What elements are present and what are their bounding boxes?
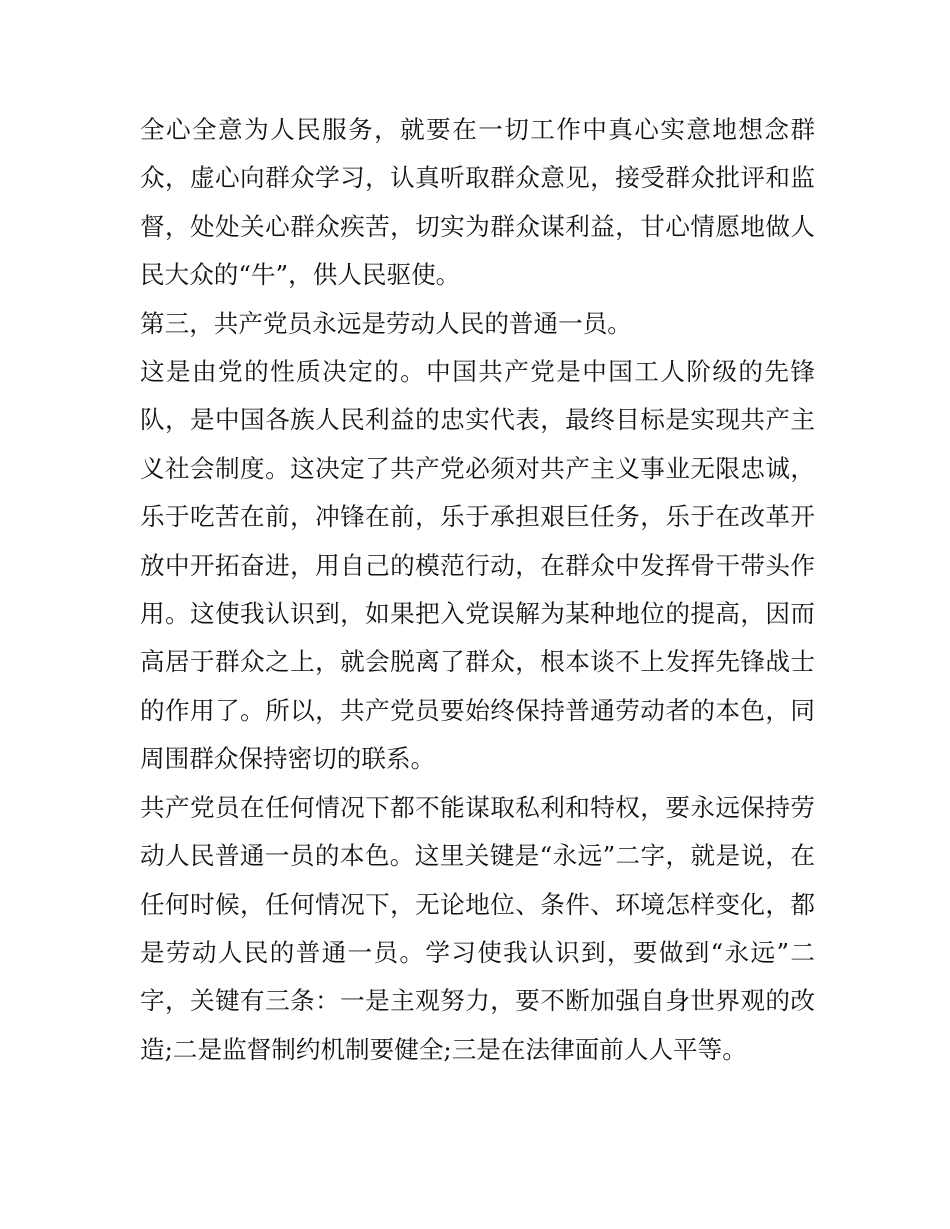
paragraph-forever: 共产党员在任何情况下都不能谋取私利和特权，要永远保持劳动人民普通一员的本色。这里关键是“永远”二字，就是说，在任何时候，任何情况下，无论地位、条件、环境怎样变化，都是劳动人民的普通一员。学习使我认识到，要做到“永远”二字，关键有三条：一是主观努力，要不断加强自身世界观的改造;二是监督制约机制要健全;三是在法律面前人人平等。: [140, 792, 815, 1064]
paragraph-third-point: 第三，共产党员永远是劳动人民的普通一员。: [140, 308, 632, 338]
paragraph-serve-people: 全心全意为人民服务，就要在一切工作中真心实意地想念群众，虚心向群众学习，认真听取群众意见，接受群众批评和监督，处处关心群众疾苦，切实为群众谋利益，甘心情愿地做人民大众的“牛”，供人民驱使。: [140, 115, 815, 290]
document-body: [140, 106, 815, 1074]
paragraph-party-nature: 这是由党的性质决定的。中国共产党是中国工人阶级的先锋队，是中国各族人民利益的忠实代表，最终目标是实现共产主义社会制度。这决定了共产党必须对共产主义事业无限忠诚，乐于吃苦在前，冲锋在前，乐于承担艰巨任务，乐于在改革开放中开拓奋进，用自己的模范行动，在群众中发挥骨干带头作用。这使我认识到，如果把入党误解为某种地位的提高，因而高居于群众之上，就会脱离了群众，根本谈不上发挥先锋战士的作用了。所以，共产党员要始终保持普通劳动者的本色，同周围群众保持密切的联系。: [140, 357, 815, 774]
